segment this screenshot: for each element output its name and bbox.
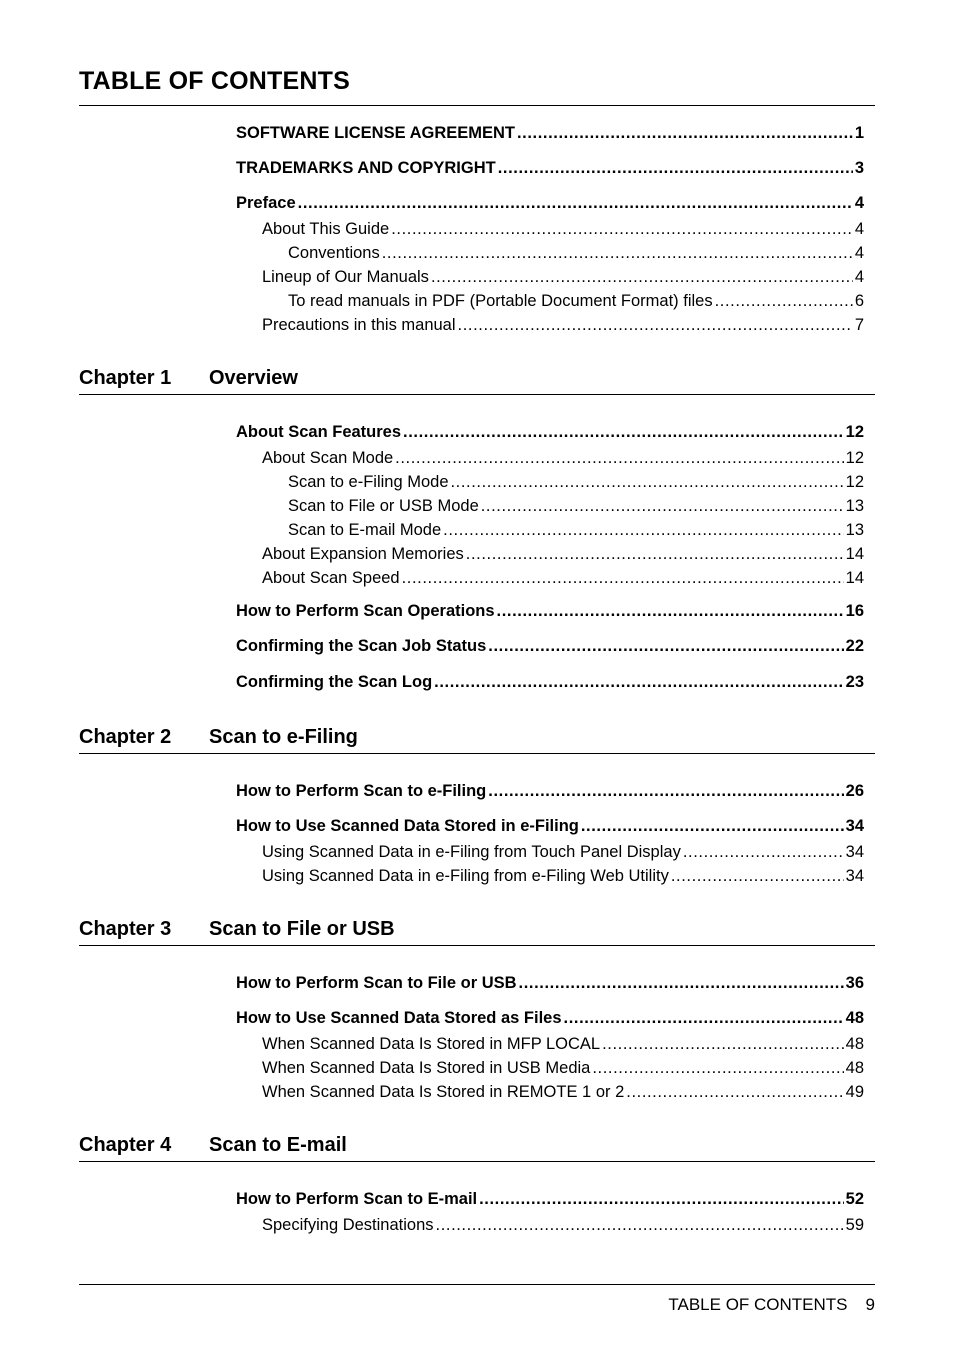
toc-entry[interactable] xyxy=(262,1081,864,1103)
toc-entry[interactable] xyxy=(262,841,864,863)
toc-entry-page: 14 xyxy=(845,569,864,587)
toc-entry-title: How to Perform Scan to File or USB xyxy=(236,974,517,992)
toc-entry-page: 4 xyxy=(854,268,864,286)
footer-page-number: 9 xyxy=(865,1295,875,1314)
toc-entry[interactable] xyxy=(236,815,864,837)
toc-entry-title: How to Use Scanned Data Stored in e-Filing xyxy=(236,817,579,835)
toc-entry[interactable] xyxy=(262,543,864,565)
leader-dots xyxy=(671,865,844,887)
toc-entry-title: About This Guide xyxy=(262,220,390,238)
toc-entry-page: 26 xyxy=(845,782,864,800)
toc-entry-page: 6 xyxy=(854,292,864,310)
leader-dots xyxy=(519,972,844,994)
footer-section: TABLE OF CONTENTS xyxy=(668,1295,848,1314)
toc-entry-title: How to Use Scanned Data Stored as Files xyxy=(236,1009,562,1027)
toc-entry-title: How to Perform Scan to E-mail xyxy=(236,1190,478,1208)
toc-entry-title: Scan to e-Filing Mode xyxy=(288,473,449,491)
toc-entry[interactable] xyxy=(262,314,864,336)
chapter-name: Scan to E-mail xyxy=(209,1134,347,1156)
toc-entry[interactable] xyxy=(288,519,864,541)
leader-dots xyxy=(564,1007,844,1029)
toc-entry-page: 13 xyxy=(845,521,864,539)
toc-entry[interactable] xyxy=(262,865,864,887)
leader-dots xyxy=(443,519,843,541)
footer-rule xyxy=(79,1284,875,1285)
toc-entry-title: SOFTWARE LICENSE AGREEMENT xyxy=(236,124,515,142)
toc-entry[interactable] xyxy=(262,1033,864,1055)
leader-dots xyxy=(683,841,844,863)
toc-entry[interactable] xyxy=(236,635,864,657)
toc-entry-title: Preface xyxy=(236,194,296,212)
leader-dots xyxy=(403,421,844,443)
toc-entry-page: 3 xyxy=(854,159,864,177)
toc-entry-title: Conventions xyxy=(288,244,380,262)
toc-entry-page: 48 xyxy=(845,1009,864,1027)
leader-dots xyxy=(458,314,853,336)
toc-entry-title: To read manuals in PDF (Portable Document Format) files xyxy=(288,292,713,310)
toc-entry[interactable] xyxy=(236,972,864,994)
leader-dots xyxy=(395,447,843,469)
toc-entry-page: 4 xyxy=(854,194,864,212)
chapter-label: Chapter 4 xyxy=(79,1134,172,1156)
toc-entry[interactable] xyxy=(288,290,864,312)
toc-entry-page: 12 xyxy=(845,423,864,441)
chapter-label: Chapter 1 xyxy=(79,367,172,389)
leader-dots xyxy=(497,600,844,622)
toc-entry[interactable] xyxy=(288,242,864,264)
toc-entry-title: When Scanned Data Is Stored in USB Media xyxy=(262,1059,591,1077)
toc-entry-page: 59 xyxy=(845,1216,864,1234)
title-rule xyxy=(79,105,875,106)
toc-entry[interactable] xyxy=(236,192,864,214)
toc-entry[interactable] xyxy=(236,671,864,693)
leader-dots xyxy=(481,495,844,517)
toc-entry[interactable] xyxy=(236,1007,864,1029)
toc-entry-page: 49 xyxy=(845,1083,864,1101)
leader-dots xyxy=(434,671,843,693)
leader-dots xyxy=(451,471,844,493)
toc-entry-page: 34 xyxy=(845,843,864,861)
toc-entry-title: About Expansion Memories xyxy=(262,545,464,563)
toc-entry-title: Using Scanned Data in e-Filing from e-Filing Web Utility xyxy=(262,867,669,885)
toc-entry-page: 48 xyxy=(845,1059,864,1077)
leader-dots xyxy=(488,635,843,657)
toc-entry-title: Scan to File or USB Mode xyxy=(288,497,479,515)
toc-entry[interactable] xyxy=(262,447,864,469)
toc-entry-title: Specifying Destinations xyxy=(262,1216,434,1234)
toc-entry-page: 4 xyxy=(854,220,864,238)
leader-dots xyxy=(592,1057,843,1079)
toc-entry-title: Using Scanned Data in e-Filing from Touch Panel Display xyxy=(262,843,681,861)
chapter-rule xyxy=(79,753,875,754)
leader-dots xyxy=(298,192,853,214)
toc-entry-title: How to Perform Scan to e-Filing xyxy=(236,782,487,800)
toc-entry[interactable] xyxy=(262,266,864,288)
toc-entry-title: About Scan Features xyxy=(236,423,402,441)
toc-entry[interactable] xyxy=(236,421,864,443)
leader-dots xyxy=(488,780,843,802)
leader-dots xyxy=(436,1214,844,1236)
toc-entry-page: 13 xyxy=(845,497,864,515)
toc-entry-title: About Scan Mode xyxy=(262,449,394,467)
toc-entry-page: 7 xyxy=(854,316,864,334)
toc-entry-page: 48 xyxy=(845,1035,864,1053)
leader-dots xyxy=(626,1081,843,1103)
toc-entry-title: TRADEMARKS AND COPYRIGHT xyxy=(236,159,496,177)
toc-entry-title: Confirming the Scan Job Status xyxy=(236,637,487,655)
toc-entry-page: 14 xyxy=(845,545,864,563)
leader-dots xyxy=(382,242,853,264)
toc-entry[interactable] xyxy=(288,495,864,517)
toc-entry-page: 34 xyxy=(845,817,864,835)
toc-entry-title: About Scan Speed xyxy=(262,569,400,587)
chapter-label: Chapter 2 xyxy=(79,726,172,748)
leader-dots xyxy=(466,543,844,565)
toc-entry[interactable] xyxy=(236,600,864,622)
chapter-name: Overview xyxy=(209,367,298,389)
leader-dots xyxy=(715,290,853,312)
toc-entry-page: 52 xyxy=(845,1190,864,1208)
toc-entry[interactable] xyxy=(262,1057,864,1079)
toc-entry-page: 22 xyxy=(845,637,864,655)
chapter-name: Scan to e-Filing xyxy=(209,726,358,748)
toc-entry-title: Confirming the Scan Log xyxy=(236,673,433,691)
leader-dots xyxy=(581,815,844,837)
chapter-rule xyxy=(79,945,875,946)
toc-entry[interactable] xyxy=(236,780,864,802)
leader-dots xyxy=(517,122,853,144)
toc-entry-title: When Scanned Data Is Stored in REMOTE 1 or 2 xyxy=(262,1083,625,1101)
page-footer xyxy=(668,1294,875,1316)
toc-entry[interactable] xyxy=(236,157,864,179)
toc-entry-page: 36 xyxy=(845,974,864,992)
toc-entry[interactable] xyxy=(262,218,864,240)
leader-dots xyxy=(391,218,853,240)
toc-entry-page: 23 xyxy=(845,673,864,691)
toc-entry-page: 12 xyxy=(845,449,864,467)
leader-dots xyxy=(402,567,844,589)
toc-entry-page: 34 xyxy=(845,867,864,885)
toc-entry-page: 4 xyxy=(854,244,864,262)
chapter-label: Chapter 3 xyxy=(79,918,172,940)
toc-entry[interactable] xyxy=(262,1214,864,1236)
chapter-name: Scan to File or USB xyxy=(209,918,395,940)
toc-entry-title: How to Perform Scan Operations xyxy=(236,602,495,620)
chapter-rule xyxy=(79,394,875,395)
toc-entry[interactable] xyxy=(236,1188,864,1210)
leader-dots xyxy=(498,157,853,179)
toc-entry-title: When Scanned Data Is Stored in MFP LOCAL xyxy=(262,1035,601,1053)
leader-dots xyxy=(602,1033,844,1055)
toc-entry[interactable] xyxy=(236,122,864,144)
toc-entry[interactable] xyxy=(262,567,864,589)
toc-entry-page: 16 xyxy=(845,602,864,620)
toc-entry-page: 12 xyxy=(845,473,864,491)
toc-entry[interactable] xyxy=(288,471,864,493)
leader-dots xyxy=(431,266,853,288)
toc-entry-title: Scan to E-mail Mode xyxy=(288,521,442,539)
toc-entry-title: Precautions in this manual xyxy=(262,316,456,334)
chapter-rule xyxy=(79,1161,875,1162)
leader-dots xyxy=(479,1188,844,1210)
page-title: TABLE OF CONTENTS xyxy=(79,67,350,95)
toc-entry-title: Lineup of Our Manuals xyxy=(262,268,429,286)
toc-entry-page: 1 xyxy=(854,124,864,142)
